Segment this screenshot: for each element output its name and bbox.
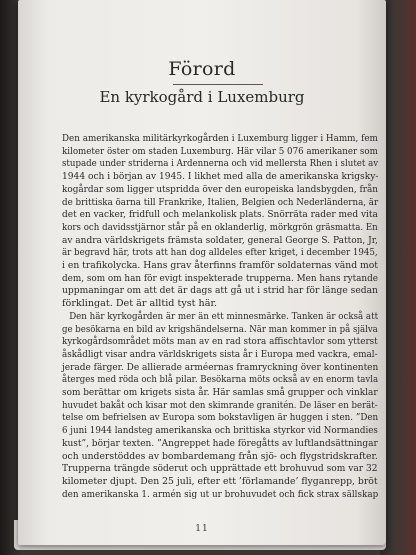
text-line: kyrkogårdsområdet möts man av en rad stora affischtavlor som ytterst (62, 336, 378, 348)
text-line: dem, som om han för evigt inspekterade trupperna. Men hans rytande (62, 272, 379, 284)
title-rule (173, 84, 263, 85)
text-line: de brittiska öarna till Frankrike, Italien, Belgien och Nederländerna, är (62, 196, 379, 208)
text-line: förklingat. Det är alltid tyst här. (62, 298, 218, 310)
text-line: den amerikanska 1. armén sig ut ur brohuvudet och fick strax sällskap (62, 488, 379, 500)
text-line: kust”, börjar texten. ”Angreppet hade föregåtts av luftlandsättningar (62, 437, 378, 449)
text-line: det en vacker, fridfull och melankolisk plats. Snörräta rader med vita (62, 209, 378, 221)
text-line: kors och davidsstjärnor står på en oklanderlig, mörkgrön gräsmatta. En (62, 221, 378, 233)
text-line: uppmaningar om att det är dags att gå ut i strid har för länge sedan (62, 285, 378, 297)
text-line: återges med röda och blå pilar. Besökarna möts också av en enorm tavla (62, 374, 379, 386)
text-line: 1944 och i början av 1945. I likhet med alla de amerikanska krigsky- (62, 171, 379, 183)
text-line: Den amerikanska militärkyrkogården i Luxemburg ligger i Hamm, fem (62, 133, 378, 144)
text-line: telse om befrielsen av Europa som bokstavligen är huggen i sten. ”Den (62, 412, 379, 424)
text-line: Trupperna trängde söderut och upprättade ett brohuvud som var 32 (62, 463, 378, 475)
text-line: i en trafikolycka. Hans grav återfinns framför soldaternas vänd mot (62, 260, 379, 272)
text-line: är begravd här, trots att han dog alldeles efter kriget, i december 1945, (62, 247, 378, 259)
page-number: 11 (195, 524, 209, 534)
text-line: ge besökarna en bild av krigshändelserna. När man kommer in på själva (62, 323, 378, 335)
text-line: huvudet bakåt och kisar mot den skimrande granitén. De läser en berät- (62, 399, 378, 411)
text-line: 6 juni 1944 landsteg amerikanska och brittiska styrkor vid Normandies (62, 425, 378, 437)
chapter-subtitle: En kyrkogård i Luxemburg (99, 88, 305, 106)
text-line: stupade under striderna i Ardennerna och vid mellersta Rhen i slutet av (62, 158, 379, 170)
text-line: kilometer öster om staden Luxemburg. Här vilar 5 076 amerikaner som (62, 145, 378, 157)
text-line: åskådligt visar andra världskrigets sista år i Europa med vackra, emal- (62, 348, 378, 360)
text-line: av andra världskrigets främsta soldater, general George S. Patton, Jr, (62, 234, 378, 246)
text-line: kogårdar som ligger utspridda över den europeiska landsbygden, från (62, 183, 378, 195)
text-line: jerade färger. De allierade arméernas framryckning över kontinenten (62, 361, 379, 373)
text-line: kilometer djupt. Den 25 juli, efter ett ’förlamande’ flyganrepp, bröt (62, 475, 378, 487)
text-line: som berättar om krigets sista år. Här samlas små grupper och vinklar (62, 387, 378, 399)
body-text (62, 133, 378, 501)
book-page (18, 0, 386, 545)
text-line: Den här kyrkogården är mer än ett minnesmärke. Tanken är också att (69, 310, 379, 322)
text-line: och understöddes av bombardemang från sjö- och flygstridskrafter. (62, 450, 378, 462)
chapter-title: Förord (168, 58, 236, 80)
